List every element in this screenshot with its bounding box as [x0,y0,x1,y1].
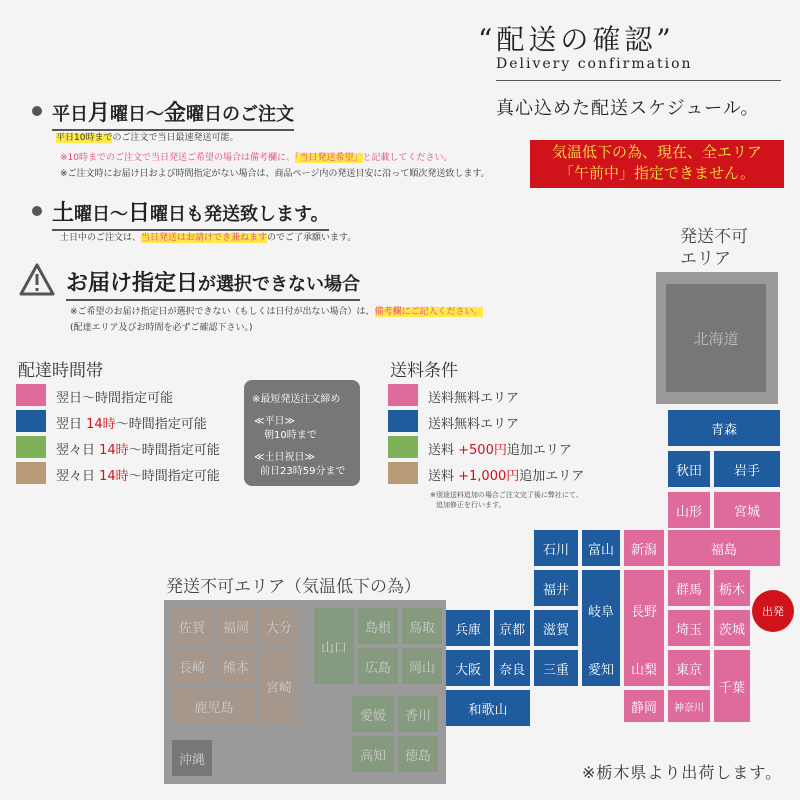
deadline-weekday-time: 朝10時まで [264,430,317,441]
shipping-label: 送料無料エリア [428,391,520,406]
footer-note: ※栃木県より出荷します。 [582,763,783,782]
delivery-time-title: 配達時間帯 [18,361,103,381]
hokkaido-label-1: 発送不可 [680,227,748,247]
hokkaido-label [680,226,748,270]
shipping-swatch [388,384,418,406]
weekday-cutoff-highlight: 平日10時まで [56,133,113,143]
weekend-heading [52,196,329,231]
delivery-time-swatch [16,410,46,432]
weekday-heading-text: 平日 [52,104,88,125]
pref-oita: 大分 [260,608,298,644]
weekday-line-2 [60,150,453,163]
pref-yamaguchi: 山口 [314,608,354,684]
pref-iwate: 岩手 [714,451,780,487]
pref-ibaraki: 茨城 [714,610,750,646]
tagline: 真心込めた配送スケジュール。 [496,98,760,119]
weekend-heading-sat: 土 [52,201,75,226]
pref-tokyo: 東京 [668,650,710,686]
weekend-line-post: のでご了承願います。 [267,233,357,243]
weekday-heading [52,96,294,131]
shipping-swatch [388,462,418,484]
weekend-heading-sun: 日 [128,201,151,226]
weekday-heading-mon: 月 [88,101,111,126]
hokkaido-label-2: エリア [680,249,731,269]
pref-tottori: 鳥取 [402,608,442,644]
weekend-heading-mid: 曜日～ [74,204,129,225]
shipping-note-2: 追加修正を行います。 [436,501,506,509]
weekday-line-2-pre: ※10時までのご注文で当日発送ご希望の場合は備考欄に、 [60,153,295,163]
pref-kagawa: 香川 [398,696,438,732]
unavailable-heading-rest: が選択できない場合 [198,274,361,295]
west-unavailable-label: 発送不可エリア（気温低下の為） [166,577,421,597]
pref-tokushima: 徳島 [398,736,438,772]
shipping-label: 送料 +1,000円追加エリア [428,469,585,484]
pref-okinawa: 沖縄 [172,740,212,776]
delivery-time-label: 翌日～時間指定可能 [56,391,174,406]
deadline-weekday-label: ≪平日≫ [254,416,295,427]
pref-hiroshima: 広島 [358,648,398,684]
weekday-line-1 [56,130,238,143]
unavailable-line-2: (配達エリア及びお時間を必ずご確認下さい。) [70,323,253,333]
delivery-time-swatch [16,384,46,406]
cold-weather-warning [530,140,784,188]
shipping-label: 送料無料エリア [428,417,520,432]
deadline-weekend-time: 前日23時59分まで [260,466,346,477]
same-day-request-highlight: 「当日発送希望」 [295,153,363,163]
pref-chiba: 千葉 [714,650,750,722]
pref-nagano: 長野 [624,570,664,650]
shipping-note-1: ※別途送料追加の場合ご注文完了後に弊社にて、 [430,491,583,499]
weekday-heading-fri: 金 [164,101,187,126]
pref-osaka: 大阪 [446,650,490,686]
warning-icon [18,262,56,298]
delivery-time-label: 翌々日 14時～時間指定可能 [56,443,220,458]
hokkaido-block [656,272,778,404]
pref-ehime: 愛媛 [352,696,394,732]
unavailable-heading-big: お届け指定日 [66,271,199,296]
weekday-heading-post: 曜日のご注文 [186,104,295,125]
pref-nara: 奈良 [494,650,530,686]
weekend-no-same-day-highlight: 当日発送はお請けでき兼ねます [141,233,268,243]
weekend-line [60,230,356,243]
weekday-heading-mid: 曜日～ [110,104,165,125]
pref-toyama: 富山 [582,530,620,566]
pref-kumamoto: 熊本 [216,648,256,684]
pref-fukui: 福井 [534,570,578,606]
pref-shimane: 島根 [358,608,398,644]
pref-wakayama: 和歌山 [446,690,530,726]
bullet-icon [32,206,42,216]
note-field-highlight: 備考欄にご記入ください。 [374,307,483,317]
pref-miyazaki: 宮崎 [260,648,298,724]
pref-kochi: 高知 [352,736,394,772]
weekend-heading-post: 曜日も発送致します。 [150,204,329,225]
pref-aomori: 青森 [668,410,780,446]
pref-kanagawa: 神奈川 [668,690,710,722]
unavailable-line-1 [70,304,483,317]
pref-aichi: 愛知 [582,650,620,686]
pref-mie: 三重 [534,650,578,686]
page-title: “配送の確認” [478,23,675,56]
shipping-label: 送料 +500円追加エリア [428,443,572,458]
pref-kagoshima: 鹿児島 [172,688,256,724]
shipping-title: 送料条件 [390,361,458,381]
pref-hokkaido: 北海道 [666,284,766,392]
shipping-note [430,490,583,510]
order-deadline-box [244,380,360,486]
title-divider [496,80,781,81]
bullet-icon [32,106,42,116]
pref-tochigi: 栃木 [714,570,750,606]
page-subtitle: Delivery confirmation [496,56,693,72]
pref-akita: 秋田 [668,451,710,487]
pref-fukuoka: 福岡 [216,608,256,644]
deadline-title: ※最短発送注文締め [252,394,341,405]
pref-gifu: 岐阜 [582,570,620,650]
pref-saitama: 埼玉 [668,610,710,646]
warning-line-1: 気温低下の為、現在、全エリア [551,143,762,161]
pref-nagasaki: 長崎 [172,648,212,684]
weekend-line-pre: 土日中のご注文は、 [60,233,142,243]
pref-shizuoka: 静岡 [624,690,664,722]
delivery-time-swatch [16,462,46,484]
delivery-time-swatch [16,436,46,458]
pref-fukushima: 福島 [668,530,780,566]
pref-okayama: 岡山 [402,648,442,684]
shipping-swatch [388,436,418,458]
pref-yamanashi: 山梨 [624,650,664,686]
pref-shiga: 滋賀 [534,610,578,646]
pref-hyogo: 兵庫 [446,610,490,646]
pref-ishikawa: 石川 [534,530,578,566]
pref-gunma: 群馬 [668,570,710,606]
pref-yamagata: 山形 [668,492,710,528]
delivery-time-label: 翌日 14時～時間指定可能 [56,417,207,432]
pref-niigata: 新潟 [624,530,664,566]
deadline-weekend-label: ≪土日祝日≫ [254,452,315,463]
pref-miyagi: 宮城 [714,492,780,528]
weekday-line-1-rest: のご注文で当日最速発送可能。 [112,133,239,143]
delivery-time-label: 翌々日 14時～時間指定可能 [56,469,220,484]
weekday-line-2-post: と記載してください。 [362,153,453,163]
pref-kyoto: 京都 [494,610,530,646]
weekday-line-3: ※ご注文時にお届け日および時間指定がない場合は、商品ページ内の発送目安に沿って順次発送致します。 [60,169,490,179]
unavailable-heading [66,266,360,301]
pref-saga: 佐賀 [172,608,212,644]
warning-line-2: 「午前中」指定できません。 [559,164,755,182]
unavailable-line-1-pre: ※ご希望のお届け指定日が選択できない（もしくは日付が出ない場合）は、 [70,307,375,317]
origin-marker: 出発 [752,590,794,632]
shipping-swatch [388,410,418,432]
